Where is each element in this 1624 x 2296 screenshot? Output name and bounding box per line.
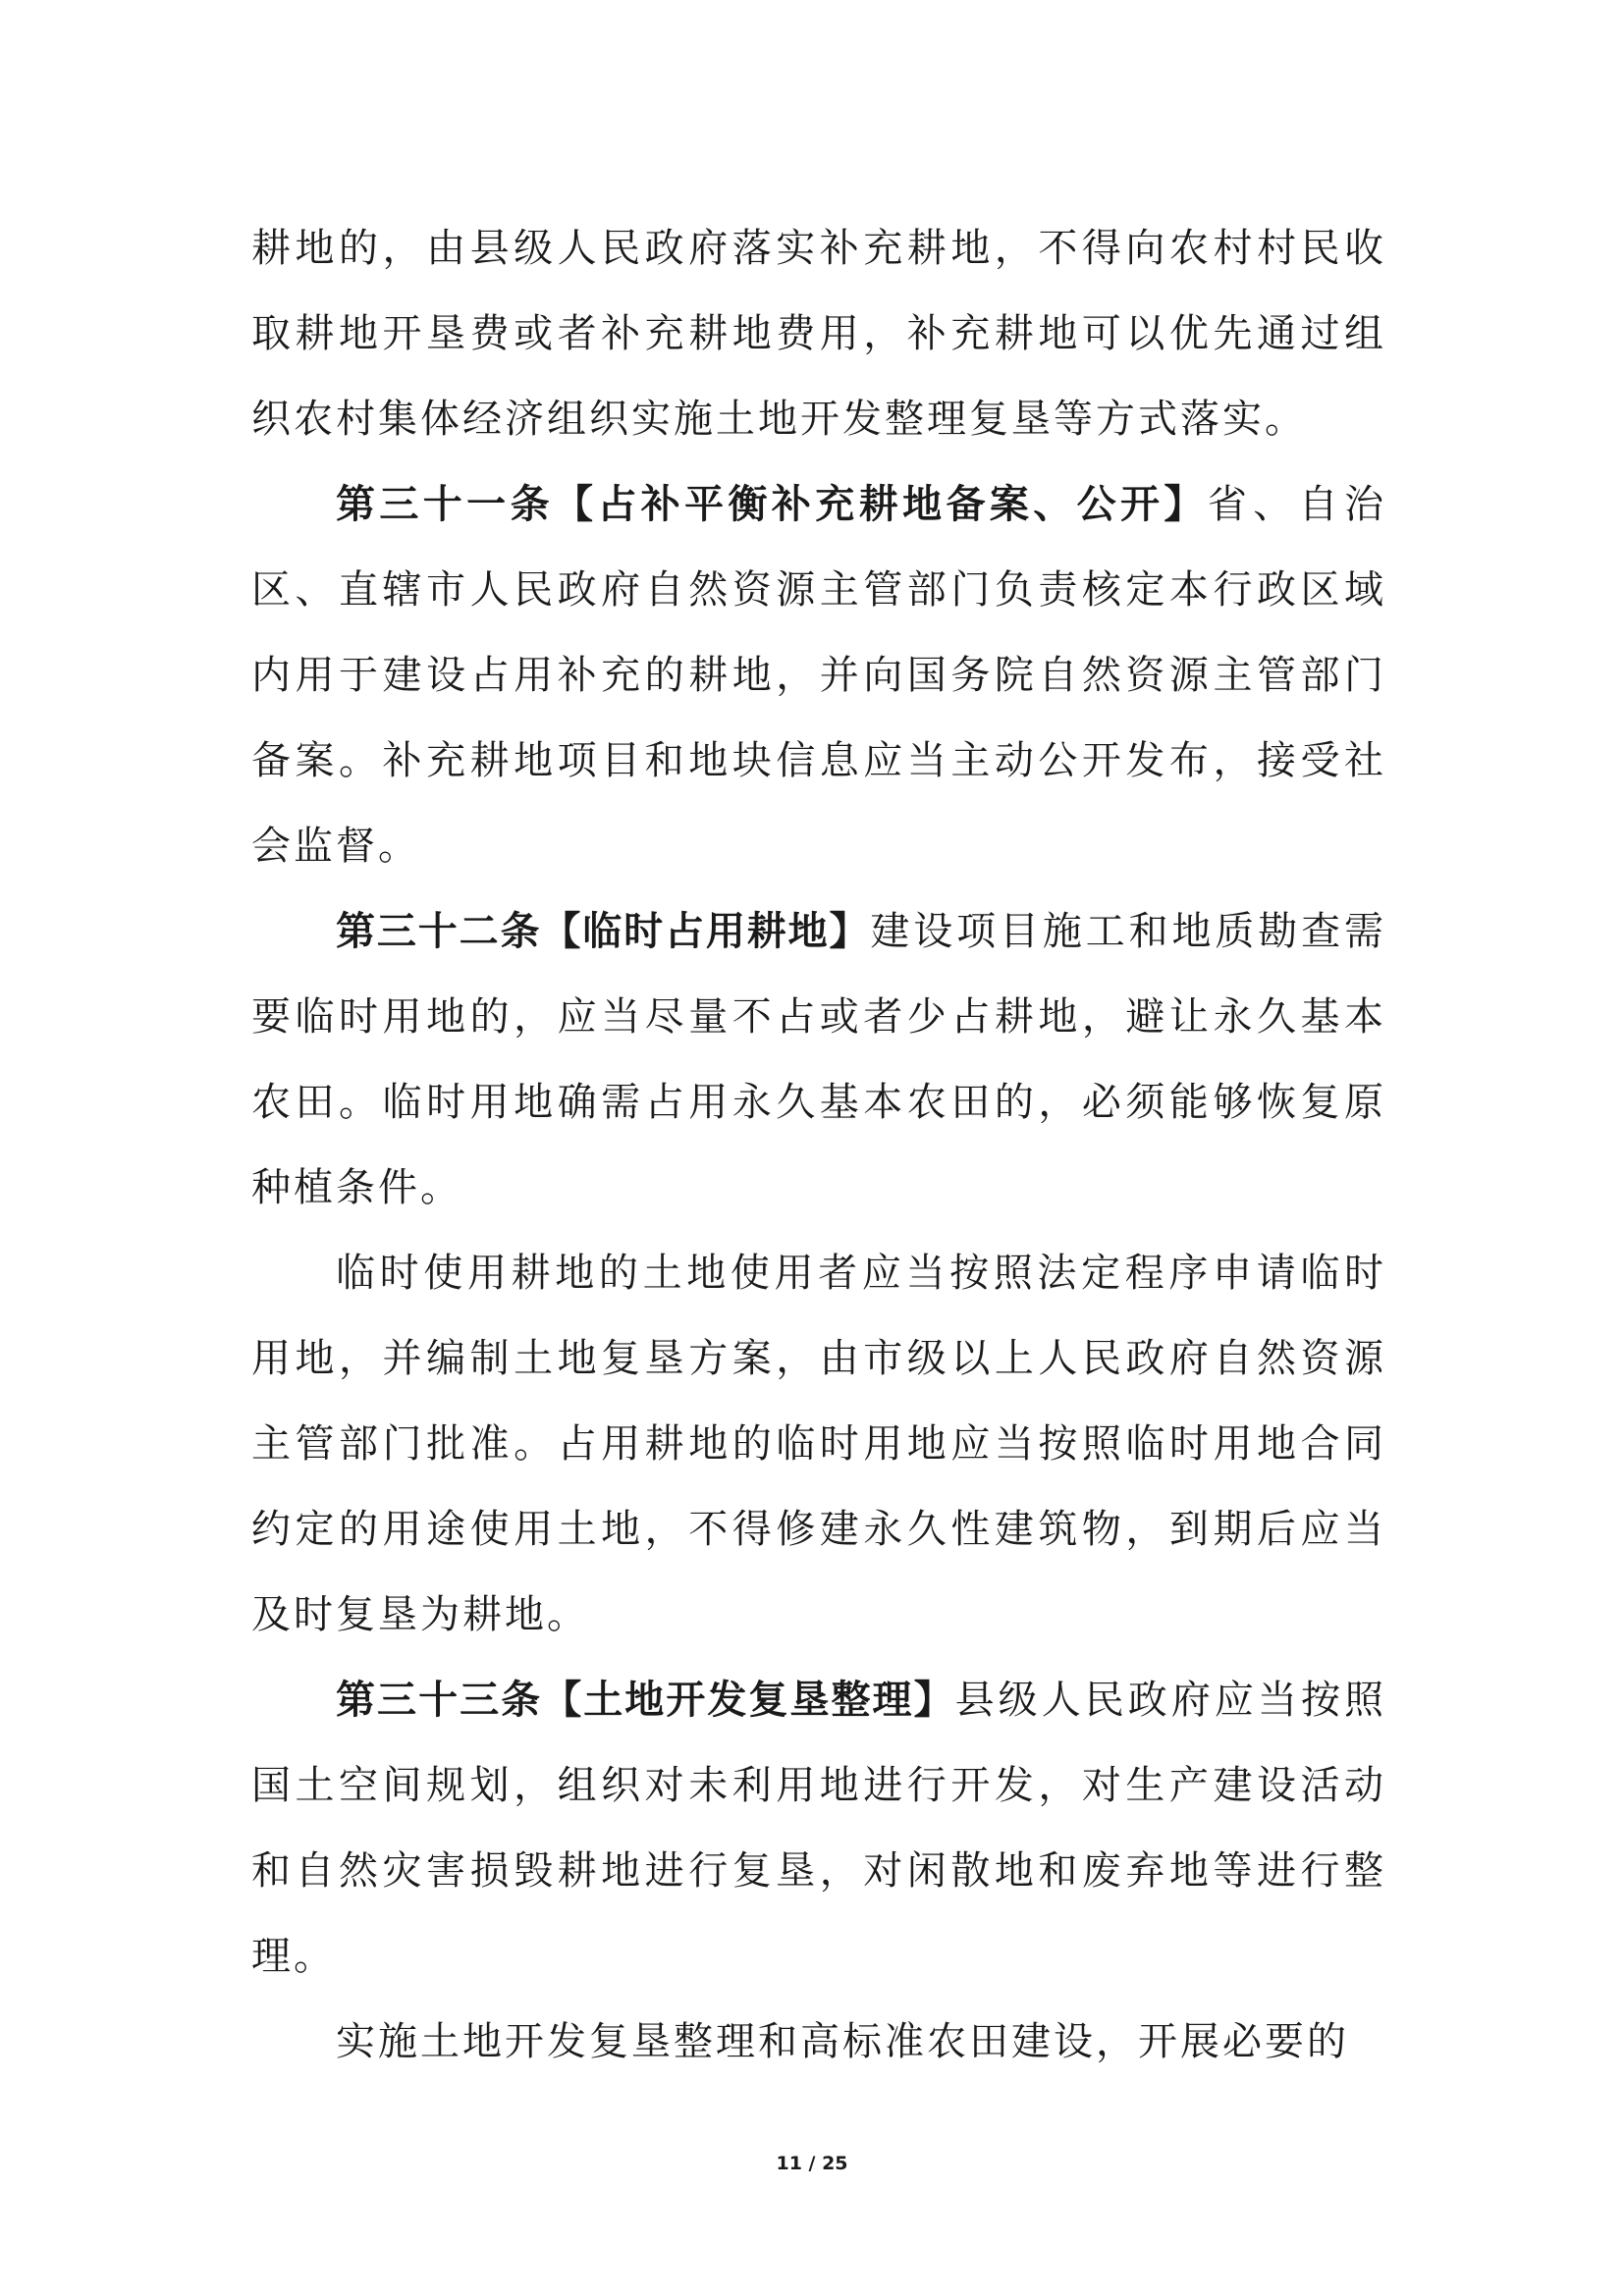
- paragraph-text: 临时使用耕地的土地使用者应当按照法定程序申请临时用地，并编制土地复垦方案，由市级以上人民政府自然资源主管部门批准。占用耕地的临时用地应当按照临时用地合同约定的用途使用土地，不得修建永久性建筑物，到期后应当及时复垦为耕地。: [251, 1251, 1386, 1637]
- page-number: 11 / 25: [776, 2153, 848, 2174]
- article-text: 省、自治区、直辖市人民政府自然资源主管部门负责核定本行政区域内用于建设占用补充的耕地，并向国务院自然资源主管部门备案。补充耕地项目和地块信息应当主动公开发布，接受社会监督。: [251, 482, 1387, 869]
- article-text: 县级人民政府应当按照国土空间规划，组织对未利用地进行开发，对生产建设活动和自然灾害损毁耕地进行复垦，对闲散地和废弃地等进行整理。: [251, 1678, 1386, 1979]
- article-31: [251, 462, 1386, 889]
- article-heading: 第三十二条【临时占用耕地】: [336, 909, 871, 954]
- article-32: [251, 889, 1386, 1231]
- paragraph-text: 实施土地开发复垦整理和高标准农田建设，开展必要的: [336, 2019, 1349, 2064]
- article-heading: 第三十一条【占补平衡补充耕地备案、公开】: [336, 482, 1208, 527]
- article-32-clause-2: [251, 1231, 1386, 1658]
- paragraph-text: 耕地的，由县级人民政府落实补充耕地，不得向农村村民收取耕地开垦费或者补充耕地费用，补充耕地可以优先通过组织农村集体经济组织实施土地开发整理复垦等方式落实。: [251, 226, 1386, 442]
- paragraph-continuation: [251, 206, 1386, 462]
- article-heading: 第三十三条【土地开发复垦整理】: [336, 1678, 955, 1723]
- article-33: [251, 1658, 1386, 2000]
- article-33-clause-2: [251, 2000, 1386, 2085]
- article-text: 建设项目施工和地质勘查需要临时用地的，应当尽量不占或者少占耕地，避让永久基本农田。临时用地确需占用永久基本农田的，必须能够恢复原种植条件。: [251, 909, 1386, 1210]
- body-text: [251, 206, 1386, 2085]
